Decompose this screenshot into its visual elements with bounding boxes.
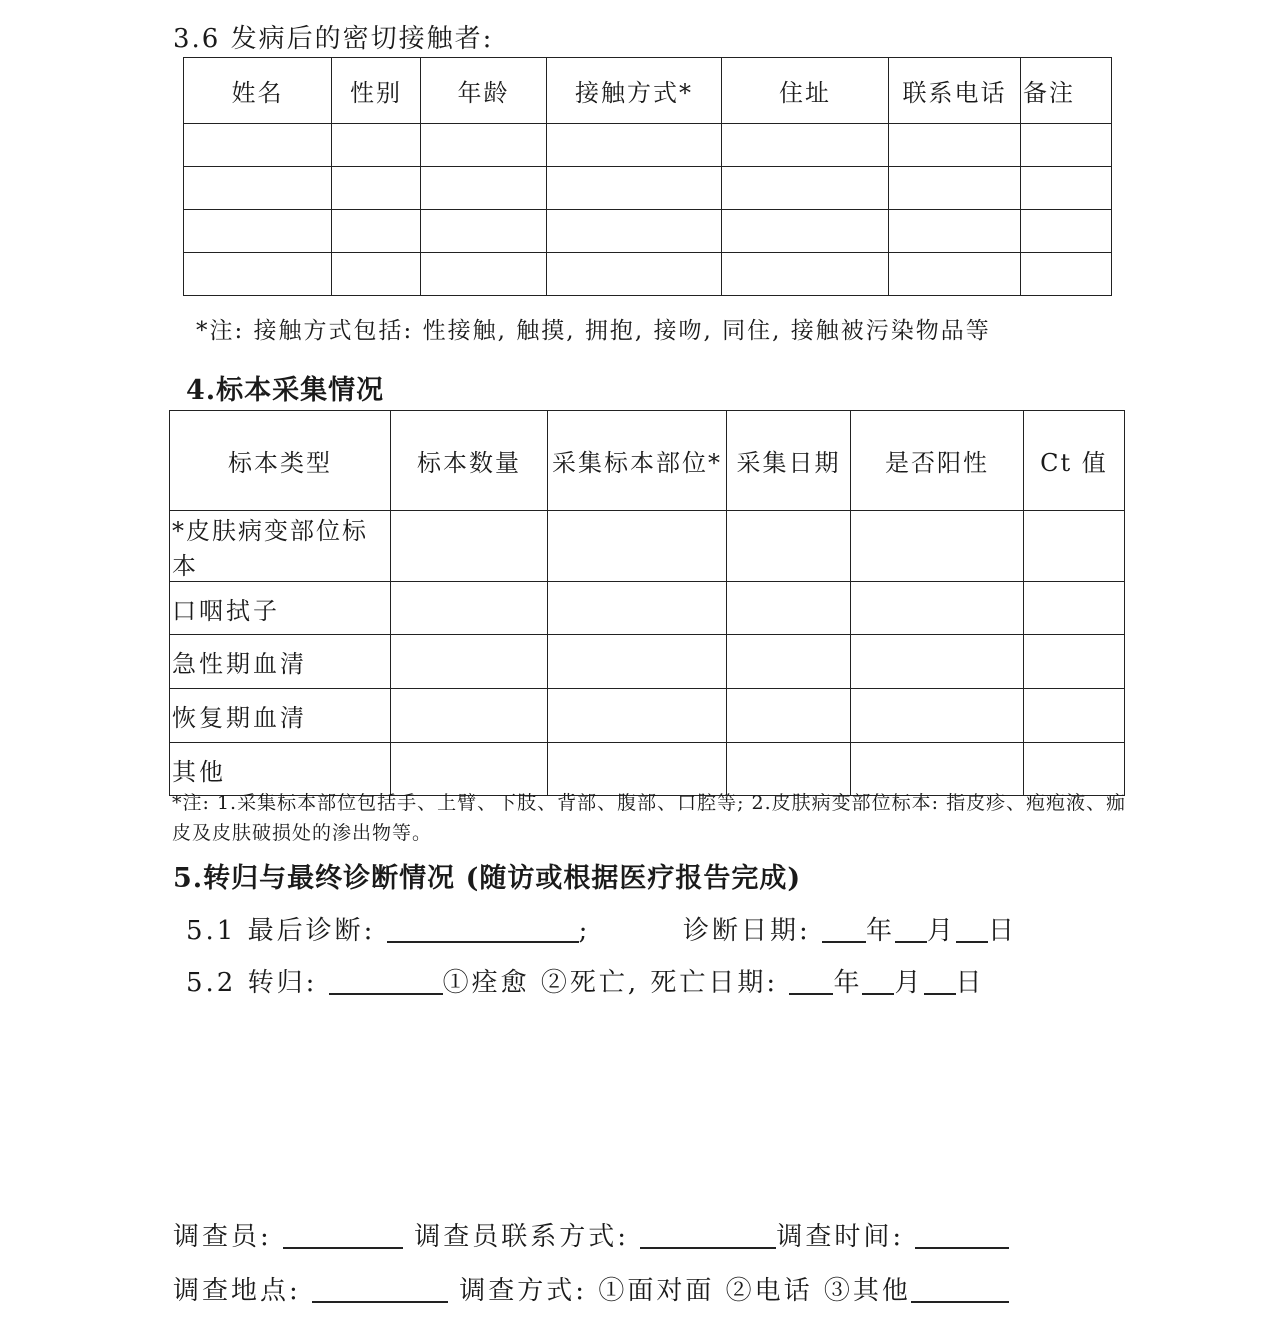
investigator-field[interactable] xyxy=(283,1221,403,1249)
cell[interactable] xyxy=(722,124,889,167)
year-label: 年 xyxy=(833,968,863,998)
cell[interactable] xyxy=(332,210,421,253)
cell[interactable] xyxy=(547,124,722,167)
cell[interactable] xyxy=(1021,167,1112,210)
outcome-field[interactable] xyxy=(329,967,443,995)
cell[interactable] xyxy=(184,167,332,210)
cell[interactable] xyxy=(722,210,889,253)
cell[interactable] xyxy=(889,210,1021,253)
cell[interactable] xyxy=(1021,253,1112,296)
investigation-method-other-field[interactable] xyxy=(911,1275,1009,1303)
cell[interactable] xyxy=(421,253,547,296)
cell[interactable] xyxy=(722,167,889,210)
investigator-label: 调查员: xyxy=(173,1222,272,1252)
cell[interactable] xyxy=(391,511,548,582)
investigation-time-field[interactable] xyxy=(915,1221,1009,1249)
header-specimen-count: 标本数量 xyxy=(391,411,548,511)
cell[interactable] xyxy=(889,253,1021,296)
investigator-contact-field[interactable] xyxy=(640,1221,776,1249)
cell[interactable] xyxy=(184,124,332,167)
header-name: 姓名 xyxy=(184,58,332,124)
outcome-options: ①痊愈 ②死亡, 死亡日期: xyxy=(442,968,779,998)
investigator-line xyxy=(173,1216,1009,1253)
cell[interactable] xyxy=(1024,582,1125,635)
final-diagnosis-label: 5.1 最后诊断: xyxy=(186,916,376,946)
row-label: *皮肤病变部位标本 xyxy=(170,511,391,582)
cell[interactable] xyxy=(547,167,722,210)
death-day-field[interactable] xyxy=(924,967,956,995)
outcome-label: 5.2 转归: xyxy=(186,968,318,998)
cell[interactable] xyxy=(727,689,851,743)
header-sex: 性别 xyxy=(332,58,421,124)
final-diagnosis-line xyxy=(186,910,1017,947)
death-month-field[interactable] xyxy=(862,967,894,995)
table-header-row xyxy=(170,411,1125,511)
cell[interactable] xyxy=(391,689,548,743)
diagnosis-month-field[interactable] xyxy=(895,915,927,943)
header-collection-site: 采集标本部位* xyxy=(548,411,727,511)
table-row xyxy=(184,124,1112,167)
cell[interactable] xyxy=(421,124,547,167)
cell[interactable] xyxy=(1021,210,1112,253)
investigation-place-field[interactable] xyxy=(312,1275,448,1303)
cell[interactable] xyxy=(391,582,548,635)
month-label: 月 xyxy=(926,916,956,946)
cell[interactable] xyxy=(391,635,548,689)
cell[interactable] xyxy=(1024,689,1125,743)
final-diagnosis-field[interactable] xyxy=(387,915,579,943)
row-label: 恢复期血清 xyxy=(170,689,391,743)
investigation-place-label: 调查地点: xyxy=(173,1276,301,1306)
header-phone: 联系电话 xyxy=(889,58,1021,124)
cell[interactable] xyxy=(548,582,727,635)
cell[interactable] xyxy=(332,167,421,210)
diagnosis-day-field[interactable] xyxy=(956,915,988,943)
year-label: 年 xyxy=(865,916,895,946)
cell[interactable] xyxy=(727,635,851,689)
section-5-title: 5.转归与最终诊断情况 (随访或根据医疗报告完成) xyxy=(173,863,802,894)
cell[interactable] xyxy=(851,635,1024,689)
header-contact-type: 接触方式* xyxy=(547,58,722,124)
cell[interactable] xyxy=(184,253,332,296)
row-label: 急性期血清 xyxy=(170,635,391,689)
specimen-note: *注: 1.采集标本部位包括手、上臂、下肢、背部、腹部、口腔等; 2.皮肤病变部位标本: 指皮疹、疱疱液、痂皮及皮肤破损处的渗出物等。 xyxy=(172,792,1127,844)
cell[interactable] xyxy=(421,210,547,253)
diagnosis-year-field[interactable] xyxy=(822,915,866,943)
table-row xyxy=(170,582,1125,635)
cell[interactable] xyxy=(548,511,727,582)
investigator-contact-label: 调查员联系方式: xyxy=(414,1222,630,1252)
cell[interactable] xyxy=(889,167,1021,210)
cell[interactable] xyxy=(184,210,332,253)
table-header-row xyxy=(184,58,1112,124)
death-year-field[interactable] xyxy=(789,967,833,995)
cell[interactable] xyxy=(1021,124,1112,167)
header-collection-date: 采集日期 xyxy=(727,411,851,511)
table-row xyxy=(170,689,1125,743)
section-4-title: 4.标本采集情况 xyxy=(186,375,385,406)
table-row xyxy=(170,635,1125,689)
cell[interactable] xyxy=(851,582,1024,635)
cell[interactable] xyxy=(548,689,727,743)
cell[interactable] xyxy=(547,210,722,253)
cell[interactable] xyxy=(727,582,851,635)
cell[interactable] xyxy=(889,124,1021,167)
semicolon: ; xyxy=(578,916,591,946)
cell[interactable] xyxy=(1024,635,1125,689)
close-contacts-table xyxy=(183,57,1112,296)
header-positive: 是否阳性 xyxy=(851,411,1024,511)
cell[interactable] xyxy=(332,124,421,167)
header-specimen-type: 标本类型 xyxy=(170,411,391,511)
cell[interactable] xyxy=(548,635,727,689)
header-remarks: 备注 xyxy=(1021,58,1112,124)
table-row xyxy=(184,167,1112,210)
investigation-time-label: 调查时间: xyxy=(776,1222,905,1252)
investigation-method-label: 调查方式: ①面对面 ②电话 ③其他 xyxy=(459,1276,911,1306)
cell[interactable] xyxy=(722,253,889,296)
row-label: 口咽拭子 xyxy=(170,582,391,635)
outcome-line xyxy=(186,962,985,999)
section-3-6-title: 3.6 发病后的密切接触者: xyxy=(173,24,494,54)
specimen-table xyxy=(169,410,1125,796)
cell[interactable] xyxy=(547,253,722,296)
cell[interactable] xyxy=(851,511,1024,582)
cell[interactable] xyxy=(332,253,421,296)
table-row xyxy=(170,511,1125,582)
investigation-place-line xyxy=(173,1270,1009,1307)
month-label: 月 xyxy=(894,968,924,998)
day-label: 日 xyxy=(988,916,1018,946)
cell[interactable] xyxy=(851,689,1024,743)
header-ct-value: Ct 值 xyxy=(1024,411,1125,511)
table-row xyxy=(184,210,1112,253)
header-age: 年龄 xyxy=(421,58,547,124)
cell[interactable] xyxy=(727,511,851,582)
day-label: 日 xyxy=(955,968,985,998)
row-label: 其他 xyxy=(170,743,391,796)
table-row xyxy=(184,253,1112,296)
diagnosis-date-label: 诊断日期: xyxy=(682,916,811,946)
cell[interactable] xyxy=(1024,511,1125,582)
cell[interactable] xyxy=(421,167,547,210)
header-address: 住址 xyxy=(722,58,889,124)
contact-type-note: *注: 接触方式包括: 性接触, 触摸, 拥抱, 接吻, 同住, 接触被污染物品等 xyxy=(196,318,991,344)
